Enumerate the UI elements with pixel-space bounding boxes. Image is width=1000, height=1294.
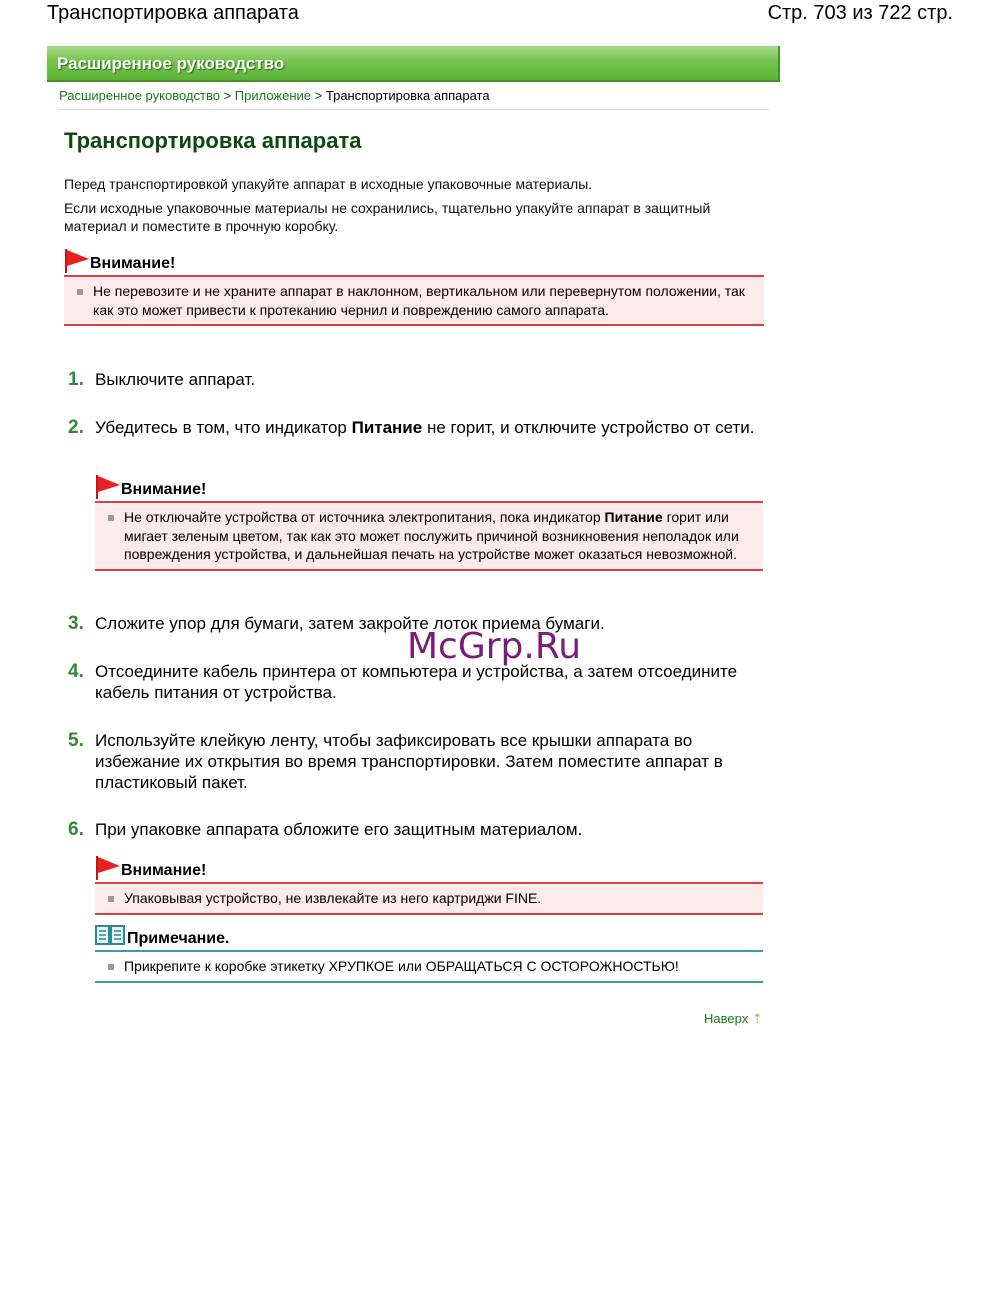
breadcrumb: [59, 88, 769, 110]
bullet-icon: [77, 289, 83, 295]
warning-text-part: Не отключайте устройства от источника электропитания, пока индикатор: [124, 509, 605, 525]
breadcrumb-separator: >: [223, 88, 232, 103]
warning-header: [95, 856, 763, 882]
watermark: McGrp.Ru: [407, 626, 582, 667]
step-text: [95, 417, 765, 438]
intro-paragraph: Если исходные упаковочные материалы не сохранились, тщательно упакуйте аппарат в защитный материал и поместите в прочную коробку.: [64, 200, 711, 234]
warning-header: [64, 249, 764, 275]
step-text-part: Убедитесь в том, что индикатор: [95, 418, 352, 437]
step-number: 3.: [68, 613, 84, 634]
main-content: [64, 128, 764, 235]
step-text: Отсоедините кабель принтера от компьютера и устройства, а затем отсоедините кабель питания от устройства.: [95, 662, 738, 702]
breadcrumb-current: Транспортировка аппарата: [325, 88, 490, 103]
note-text: Прикрепите к коробке этикетку ХРУПКОЕ или ОБРАЩАТЬСЯ С ОСТОРОЖНОСТЬЮ!: [124, 958, 679, 974]
warning-text: Упаковывая устройство, не извлекайте из него картриджи FINE.: [124, 890, 542, 906]
warning-title: Внимание!: [121, 862, 207, 879]
step-text: Сложите упор для бумаги, затем закройте лоток приема бумаги.: [95, 614, 605, 633]
step-text-part: не горит, и отключите устройство от сети.: [422, 418, 755, 437]
step-number: 1.: [68, 369, 84, 390]
step-number: 6.: [68, 819, 84, 840]
section-banner: [47, 46, 780, 82]
back-to-top-label: Наверх: [704, 1011, 749, 1026]
breadcrumb-link-appendix[interactable]: Приложение: [234, 88, 312, 103]
red-flag-icon: [95, 475, 121, 499]
print-header: [0, 0, 1000, 30]
warning-text-part: горит или мигает зеленым цветом, так как это может послужить причиной возникновения неполадок или повреждения устройства, и дальнейшая печать на устройстве может оказаться невозможной.: [124, 509, 739, 562]
power-indicator-label: Питание: [604, 509, 663, 525]
bullet-icon: [108, 515, 114, 521]
warning-block: [95, 475, 763, 571]
back-to-top-link[interactable]: [704, 1011, 763, 1027]
warning-text: Не перевозите и не храните аппарат в наклонном, вертикальном или перевернутом положении, так как это может привести к протеканию чернил и повреждению самого аппарата.: [93, 283, 745, 318]
step-text: Используйте клейкую ленту, чтобы зафиксировать все крышки аппарата во избежание их открытия во время транспортировки. Затем поместите аппарат в пластиковый пакет.: [95, 731, 723, 792]
step-number: 5.: [68, 730, 84, 751]
breadcrumb-separator: >: [314, 88, 323, 103]
warning-title: Внимание!: [121, 481, 207, 498]
step-text: Выключите аппарат.: [95, 370, 256, 389]
bullet-icon: [108, 964, 114, 970]
warning-content: [95, 882, 763, 915]
intro-paragraph: Перед транспортировкой упакуйте аппарат в исходные упаковочные материалы.: [64, 176, 593, 192]
breadcrumb-link-guide[interactable]: Расширенное руководство: [59, 88, 220, 103]
warning-content: [64, 275, 764, 326]
warning-title: Внимание!: [90, 255, 176, 272]
note-content: [95, 950, 763, 983]
note-title: Примечание.: [127, 930, 230, 947]
up-arrow-icon: ⇡: [751, 1011, 763, 1026]
page-title: Транспортировка аппарата: [64, 128, 362, 153]
warning-block: [64, 249, 764, 326]
warning-block: [95, 856, 763, 915]
power-indicator-label: Питание: [351, 418, 423, 437]
bullet-icon: [108, 896, 114, 902]
note-block: [95, 924, 763, 983]
page-counter: Стр. 703 из 722 стр.: [767, 2, 953, 24]
banner-label: Расширенное руководство: [57, 54, 285, 73]
step-number: 2.: [68, 417, 84, 438]
red-flag-icon: [95, 856, 121, 880]
warning-content: [95, 501, 763, 571]
step-text: При упаковке аппарата обложите его защитным материалом.: [95, 820, 583, 839]
warning-header: [95, 475, 763, 501]
open-book-icon: [95, 924, 125, 946]
warning-text: [124, 509, 739, 562]
note-header: [95, 924, 763, 950]
red-flag-icon: [64, 249, 90, 273]
step-number: 4.: [68, 661, 84, 682]
print-title: Транспортировка аппарата: [47, 2, 299, 24]
